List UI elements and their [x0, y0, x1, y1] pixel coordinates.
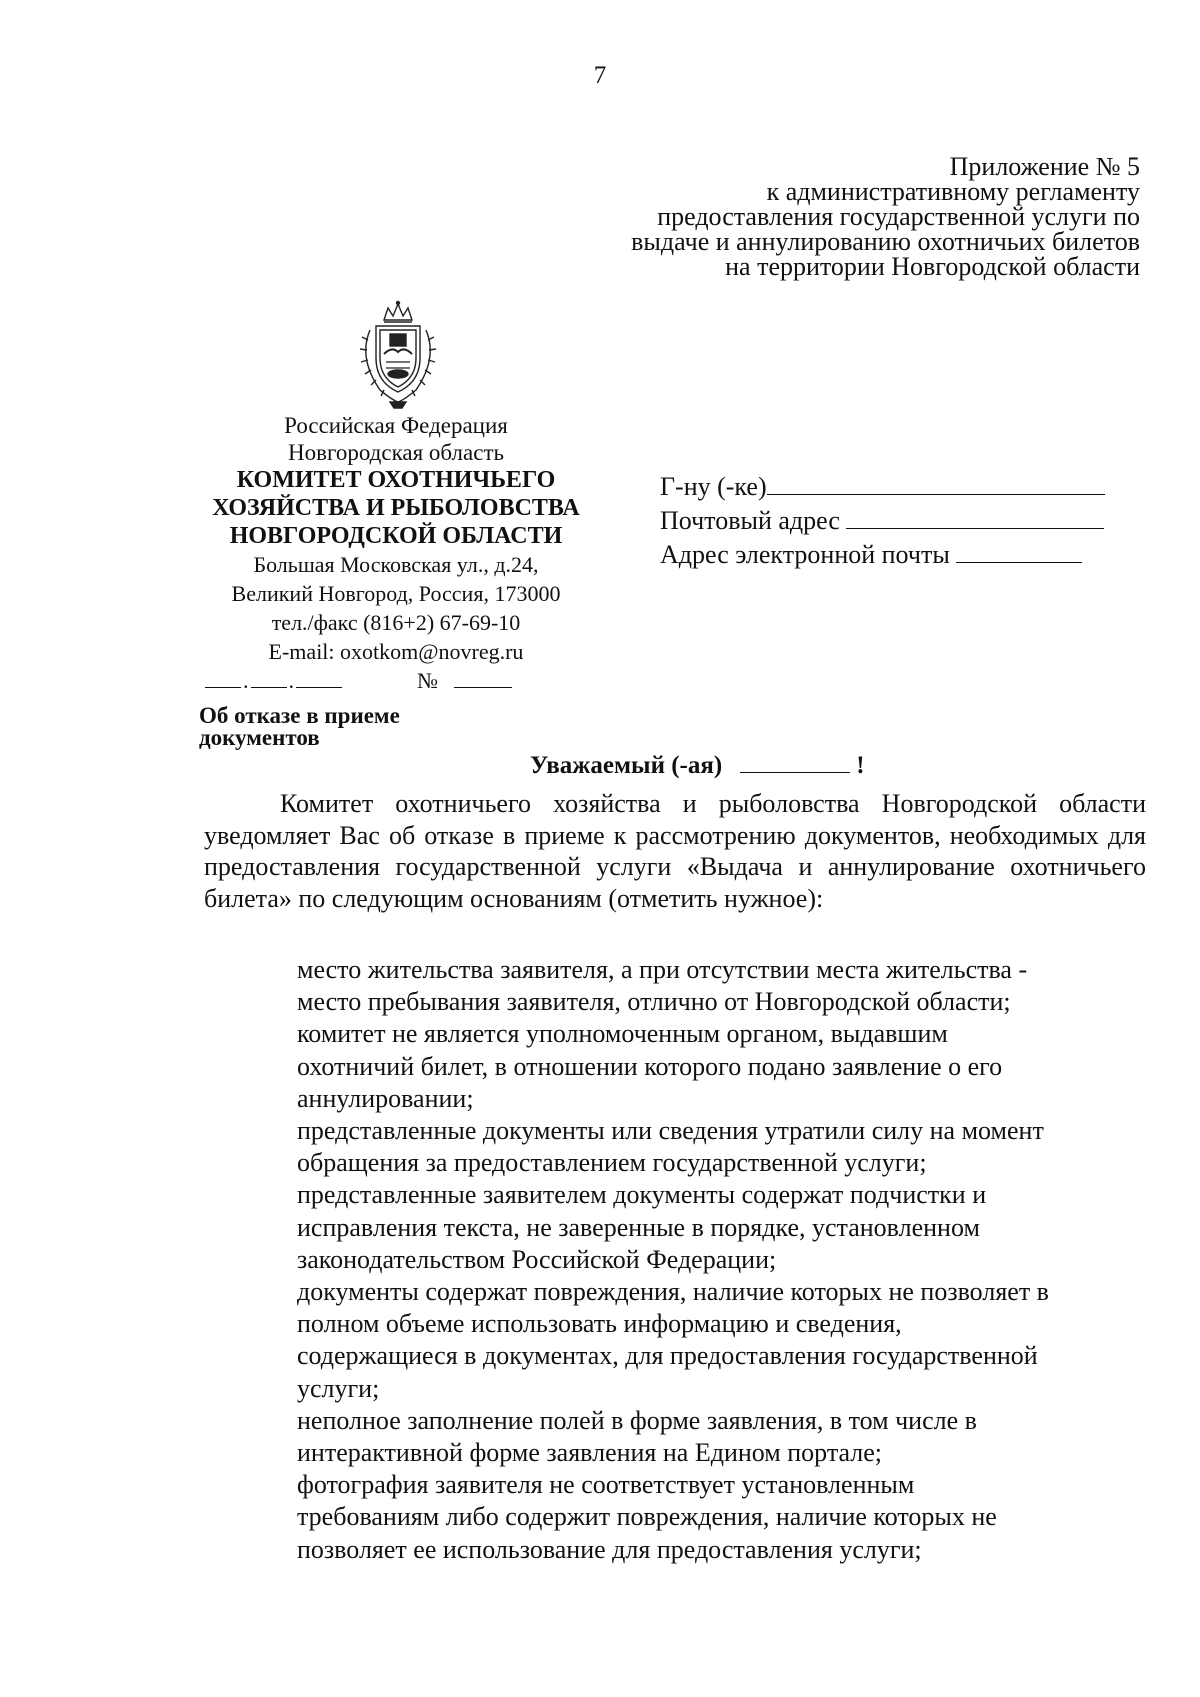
address-line: Великий Новгород, Россия, 173000 [231, 581, 561, 606]
subject-line: Об отказе в приеме [199, 703, 400, 728]
grounds-line: фотография заявителя не соответствует установленным [297, 1470, 915, 1500]
registration-date-number: . . № [205, 668, 512, 694]
grounds-line: комитет не является уполномоченным органом, выдавшим [297, 1019, 948, 1049]
grounds-line: содержащиеся в документах, для предоставления государственной [297, 1341, 1038, 1371]
committee-name-line: НОВГОРОДСКОЙ ОБЛАСТИ [229, 523, 563, 549]
grounds-line: услуги; [297, 1373, 380, 1403]
postal-address-label: Почтовый адрес [660, 506, 840, 535]
refusal-grounds-list [297, 954, 1157, 1566]
appendix-line: Приложение № 5 [949, 152, 1140, 181]
page-number: 7 [593, 62, 607, 89]
salutation [530, 752, 865, 780]
grounds-line: неполное заполнение полей в форме заявления, в том числе в [297, 1405, 977, 1435]
appendix-line: предоставления государственной услуги по [657, 202, 1140, 231]
letter-subject [199, 705, 400, 749]
email-blank [956, 544, 1082, 563]
salutation-end: ! [856, 752, 865, 779]
date-day-blank [205, 673, 241, 688]
grounds-line: позволяет ее использование для предоставления услуги; [297, 1534, 922, 1564]
recipient-name-label: Г-ну (-ке) [660, 472, 767, 501]
committee-name-line: КОМИТЕТ ОХОТНИЧЬЕГО [236, 467, 556, 493]
grounds-line: полном объеме использовать информацию и сведения, [297, 1309, 902, 1339]
grounds-line: место жительства заявителя, а при отсутствии места жительства - [297, 955, 1028, 984]
number-sign: № [417, 668, 438, 693]
recipient-name-row [660, 470, 1105, 504]
region-name: Новгородская область [287, 440, 504, 465]
issuer-letterhead [176, 412, 616, 666]
email-row [660, 538, 1105, 572]
grounds-line: представленные заявителем документы содержат подчистки и [297, 1180, 987, 1210]
grounds-line: исправления текста, не заверенные в порядке, установленном [297, 1212, 980, 1242]
date-year-blank [296, 673, 342, 688]
appendix-line: на территории Новгородской области [725, 252, 1140, 281]
grounds-line: требованиям либо содержит повреждения, наличие которых не [297, 1502, 997, 1532]
recipient-block [660, 470, 1105, 572]
grounds-line: аннулировании; [297, 1083, 474, 1113]
appendix-line: выдаче и аннулированию охотничьих билетов [631, 227, 1140, 256]
committee-name-line: ХОЗЯЙСТВА И РЫБОЛОВСТВА [212, 495, 580, 521]
novgorod-coat-of-arms-icon [340, 300, 456, 410]
appendix-line: к административному регламенту [766, 177, 1140, 206]
email-address: E-mail: oxotkom@novreg.ru [268, 639, 524, 664]
grounds-line: интерактивной форме заявления на Едином портале; [297, 1438, 882, 1468]
postal-address-row [660, 504, 1105, 538]
email-label: Адрес электронной почты [660, 540, 950, 569]
grounds-line: документы содержат повреждения, наличие которых не позволяет в [297, 1277, 1049, 1307]
addressee-blank [740, 756, 850, 773]
postal-address-blank [846, 510, 1104, 529]
address-line: Большая Московская ул., д.24, [253, 552, 539, 577]
date-month-blank [251, 673, 287, 688]
country-name: Российская Федерация [284, 413, 508, 438]
appendix-heading [631, 154, 1140, 279]
salutation-text: Уважаемый (-ая) [530, 752, 723, 779]
recipient-name-blank [767, 476, 1105, 495]
grounds-line: место пребывания заявителя, отлично от Новгородской области; [297, 987, 1011, 1017]
grounds-line: представленные документы или сведения утратили силу на момент [297, 1116, 1044, 1146]
phone-fax: тел./факс (816+2) 67-69-10 [271, 610, 521, 635]
grounds-line: законодательством Российской Федерации; [297, 1244, 777, 1274]
grounds-line: обращения за предоставлением государственной услуги; [297, 1148, 927, 1178]
number-blank [454, 673, 512, 688]
subject-line: документов [199, 725, 320, 750]
body-paragraph: Комитет охотничьего хозяйства и рыболовства Новгородской области уведомляет Вас об отказе в приеме к рассмотрению документов, необходимых для предоставления государственной услуги «Выдача и аннулирование охотничьего билета» по следующим основаниям (отметить нужное): [204, 789, 1146, 913]
grounds-line: охотничий билет, в отношении которого подано заявление о его [297, 1051, 1003, 1081]
